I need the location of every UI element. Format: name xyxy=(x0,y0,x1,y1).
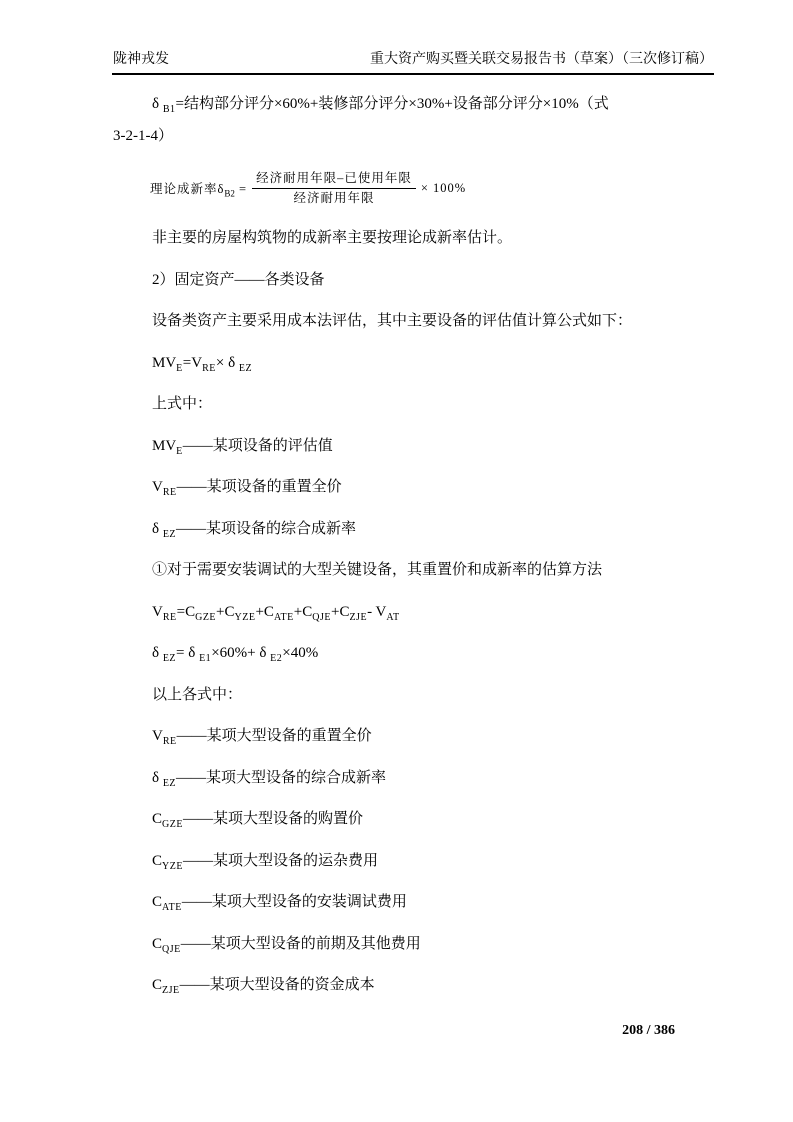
fraction-numerator: 经济耐用年限–已使用年限 xyxy=(252,170,416,189)
def-cqje: $C_{QJE}——$某项大型设备的前期及其他费用 xyxy=(152,935,421,955)
formula-vre-components: $V_{RE}=C_{GZE}+C_{YZE}+C_{ATE}+C_{QJE}+C_{ZJE}-$ $V_{AT}$ xyxy=(152,603,400,623)
header-company: 陇神戎发 xyxy=(113,52,169,67)
formula-theoretical-newness-rate xyxy=(150,168,712,208)
page-number: 208 / 386 xyxy=(622,1023,675,1038)
def-delta-ez-large: δ $_{EZ}$——某项大型设备的综合成新率 xyxy=(152,769,387,789)
def-vre: $V_{RE}——$某项设备的重置全价 xyxy=(152,479,342,498)
def-cate: $C_{ATE}——$某项大型设备的安装调试费用 xyxy=(152,894,407,913)
fraction xyxy=(252,170,416,207)
text-in-above-formula: 上式中： xyxy=(152,396,213,412)
fraction-denominator: 经济耐用年限 xyxy=(293,190,375,205)
formula-suffix: × 100% xyxy=(420,180,467,195)
heading-fixed-assets-equipment: 2）固定资产——各类设备 xyxy=(152,271,325,288)
page-header xyxy=(113,51,713,69)
header-doc-title: 重大资产购买暨关联交易报告书（草案）（三次修订稿） xyxy=(370,52,713,67)
text-non-main-structures: 非主要的房屋构筑物的成新率主要按理论成新率估计。 xyxy=(152,230,513,246)
def-czje: $C_{ZJE}——$某项大型设备的资金成本 xyxy=(152,977,375,996)
text-in-all-formulas: 以上各式中： xyxy=(152,686,243,703)
formula-delta-ez: δ $_{EZ}$= δ $_{E1}$×60%+ δ $_{E2}$×40% xyxy=(152,645,319,664)
def-mve: $MV_E——$某项设备的评估值 xyxy=(152,437,333,457)
def-cyze: $C_{YZE}——$某项大型设备的运杂费用 xyxy=(152,852,378,872)
header-rule xyxy=(112,73,714,75)
formula-lhs: 理论成新率$\delta_{B2}$ = xyxy=(150,182,248,199)
formula-delta-b1: δ $_{B1}$=结构部分评分×60%+装修部分评分×30%+设备部分评分×10%（式 3-2-1-4） xyxy=(113,96,609,144)
def-cgze: $C_{GZE}——$某项大型设备的购置价 xyxy=(152,811,363,830)
formula-mve: $MV_E=V_{RE}\times \delta$ $_{EZ}$ xyxy=(152,354,253,374)
text-large-equipment-method: ①对于需要安装调试的大型关键设备，其重置价和成新率的估算方法 xyxy=(152,562,603,578)
def-vre-large: $V_{RE}——$某项大型设备的重置全价 xyxy=(152,728,372,747)
page-footer xyxy=(622,1022,675,1040)
def-delta-ez: δ $_{EZ}$——某项设备的综合成新率 xyxy=(152,520,357,540)
text-equipment-cost-method: 设备类资产主要采用成本法评估，其中主要设备的评估值计算公式如下： xyxy=(152,313,633,329)
page-body xyxy=(113,88,712,1017)
